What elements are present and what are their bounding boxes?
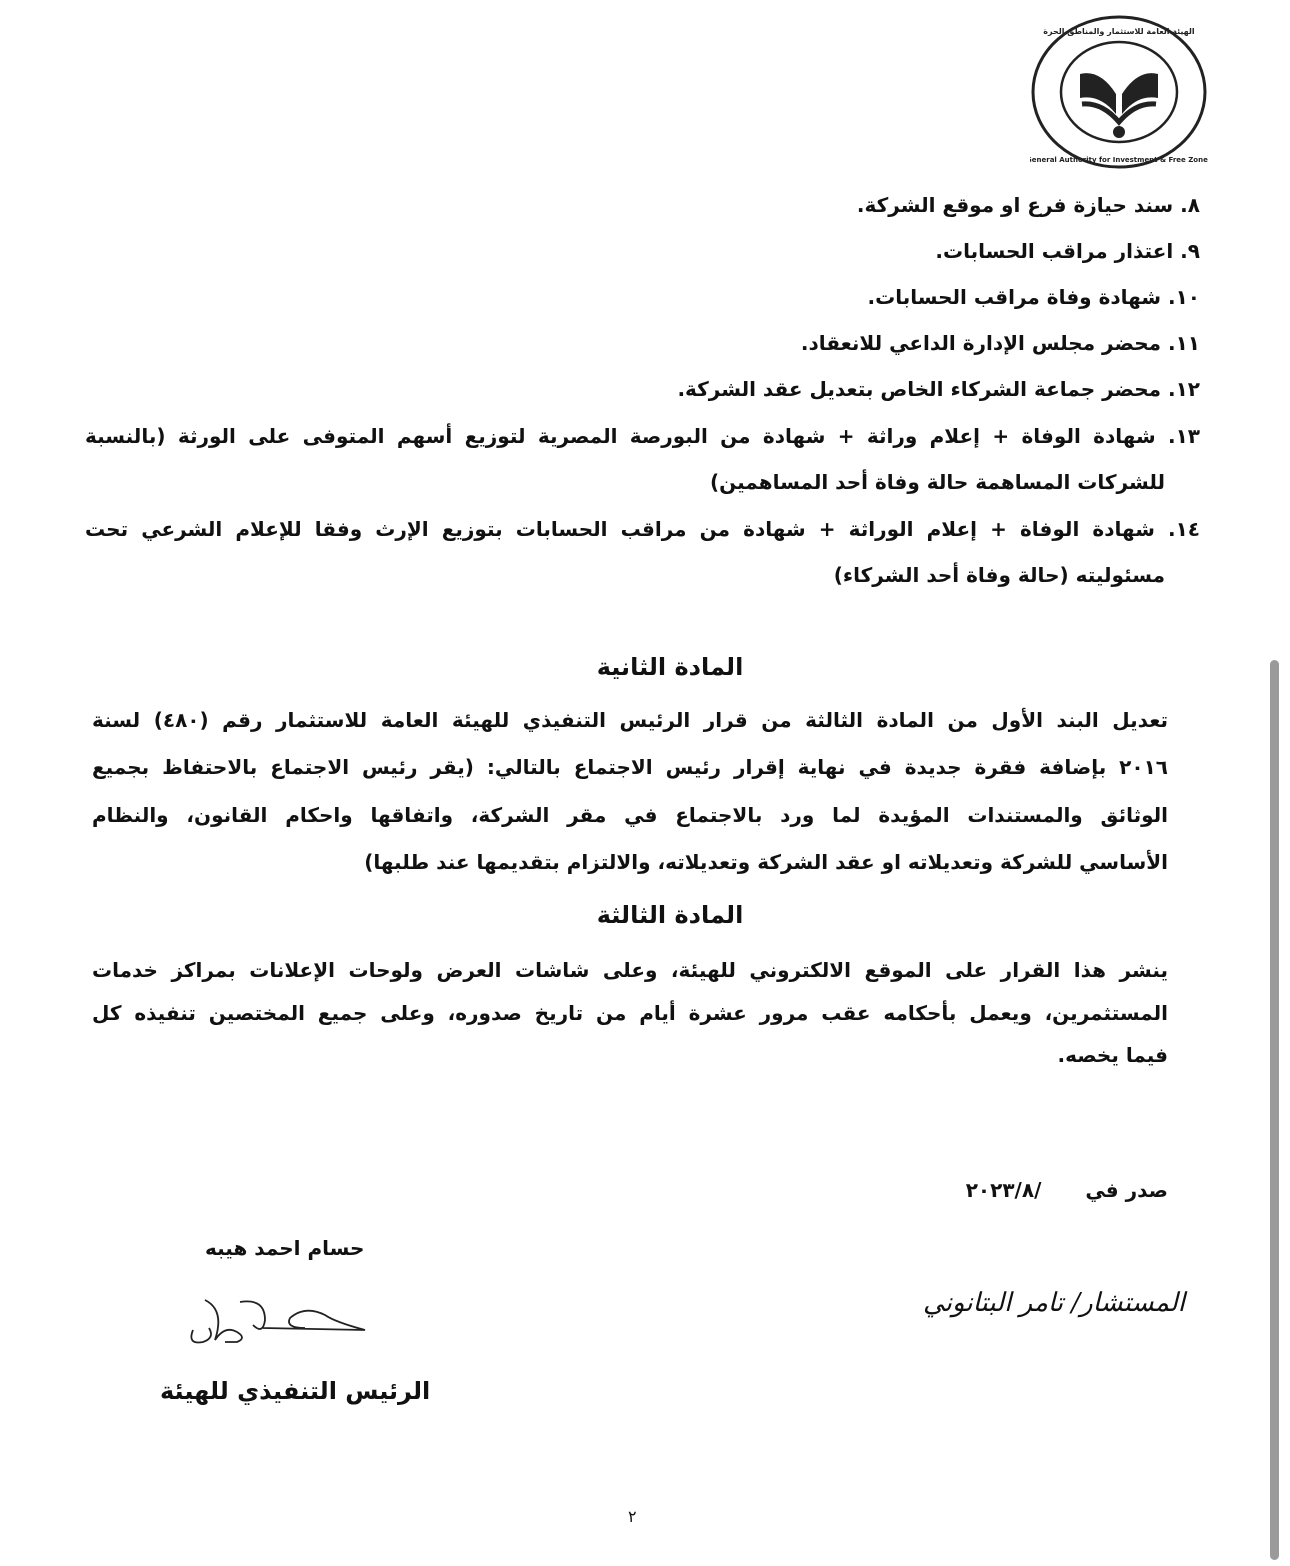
article-2-line: الوثائق والمستندات المؤيدة لما ورد بالاجتماع في مقر الشركة، واتفاقها واحكام القانون، والنظام (92, 803, 1168, 827)
list-item-13: ١٣. شهادة الوفاة + إعلام وراثة + شهادة من البورصة المصرية لتوزيع أسهم المتوفى على الورثة (بالنسبة (85, 424, 1200, 448)
handwritten-note: المستشار/ تامر البتانوني (923, 1288, 1185, 1318)
issued-date-value: /٢٠٢٣/٨ (965, 1178, 1042, 1202)
signatory-title: الرئيس التنفيذي للهيئة (160, 1377, 431, 1405)
list-item-11: ١١. محضر مجلس الإدارة الداعي للانعقاد. (800, 331, 1200, 355)
article-2-heading: المادة الثانية (596, 653, 744, 681)
list-item-10: ١٠. شهادة وفاة مراقب الحسابات. (867, 285, 1200, 309)
issued-label: صدر في (1085, 1178, 1168, 1202)
list-item-14-continued: مسئوليته (حالة وفاة أحد الشركاء) (833, 563, 1165, 587)
list-item-13-continued: للشركات المساهمة حالة وفاة أحد المساهمين) (710, 470, 1165, 494)
signatory-name: حسام احمد هيبه (205, 1236, 365, 1260)
article-2-line: الأساسي للشركة وتعديلاته او عقد الشركة وتعديلاته، والالتزام بتقديمها عند طلبها) (364, 850, 1168, 874)
article-3-line: فيما يخصه. (1057, 1043, 1168, 1067)
article-2-line: تعديل البند الأول من المادة الثالثة من قرار الرئيس التنفيذي للهيئة العامة للاستثمار رقم (٤٨٠) لسنة (92, 708, 1168, 732)
list-item-9: ٩. اعتذار مراقب الحسابات. (935, 239, 1200, 263)
article-3-line: المستثمرين، ويعمل بأحكامه عقب مرور عشرة أيام من تاريخ صدوره، وعلى جميع المختصين تنفيذه كل (92, 1001, 1168, 1025)
list-item-12: ١٢. محضر جماعة الشركاء الخاص بتعديل عقد الشركة. (677, 377, 1200, 401)
page-number: ٢ (628, 1507, 637, 1526)
issue-date (966, 1175, 1168, 1205)
authority-seal-logo (1030, 14, 1208, 170)
signature (185, 1290, 385, 1360)
svg-text:الهيئة العامة للاستثمار والمنا: الهيئة العامة للاستثمار والمناطق الحرة (1043, 27, 1195, 36)
article-3-line: ينشر هذا القرار على الموقع الالكتروني للهيئة، وعلى شاشات العرض ولوحات الإعلانات بمراكز خدمات (92, 958, 1168, 982)
list-item-8: ٨. سند حيازة فرع او موقع الشركة. (856, 193, 1200, 217)
article-3-heading: المادة الثالثة (596, 901, 744, 929)
svg-text:General Authority for Investme: General Authority for Investment & Free Zones (1030, 156, 1208, 164)
article-2-line: ٢٠١٦ بإضافة فقرة جديدة في نهاية إقرار رئيس الاجتماع بالتالي: (يقر رئيس الاجتماع بالاحتفاظ بجميع (92, 755, 1168, 779)
list-item-14: ١٤. شهادة الوفاة + إعلام الوراثة + شهادة من مراقب الحسابات بتوزيع الإرث وفقا للإعلام الشرعي تحت (85, 517, 1200, 541)
vertical-scrollbar[interactable] (1270, 660, 1279, 1560)
